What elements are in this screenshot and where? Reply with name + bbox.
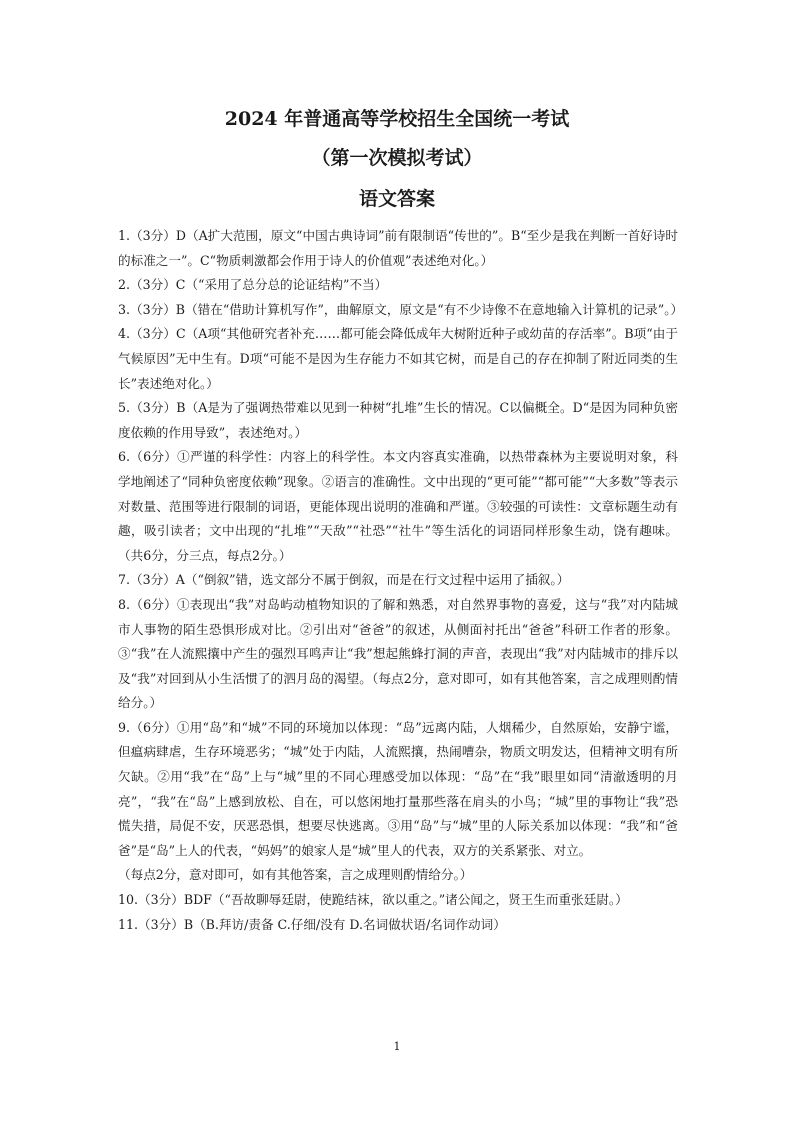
answer-1: 1.（3分）D（A扩大范围，原文“中国古典诗词”前有限制语“传世的”。B“至少是我在判断一首好诗时的标准之一”。C“物质刺激都会作用于诗人的价值观”表述绝对化。） [118, 228, 678, 268]
answer-title: 语文答案 [358, 188, 435, 210]
answer-3: 3.（3分）B（错在“借助计算机写作”，曲解原文，原文是“有不少诗像不在意地输入计算机的记录”。） [118, 301, 684, 317]
answer-9-scoring-note: （每点2分，意对即可，如有其他答案，言之成理则酌情给分。） [118, 867, 473, 883]
answer-7: 7.（3分）A（“倒叙”错，选文部分不属于倒叙，而是在行文过程中运用了插叙。） [118, 572, 570, 588]
answer-5: 5.（3分）B（A是为了强调热带难以见到一种树“扎堆”生长的情况。C以偏概全。D“是因为同种负密度依赖的作用导致”，表述绝对。） [118, 400, 678, 440]
answer-9: 9.（6分）①用“岛”和“城”不同的环境加以体现：“岛”远离内陆，人烟稀少，自然原始，安静宁谧，但瘟病肆虐，生存环境恶劣；“城”处于内陆，人流熙攘，热闹嘈杂，物质文明发达，但精神文明有所欠缺。②用“我”在“岛”上与“城”里的不同心理感受加以体现：“岛”在“我”眼里如同“清澈透明的月亮”，“我”在“岛”上感到放松、自在，可以悠闲地打量那些落在肩头的小鸟；“城”里的事物让“我”恐慌失措，局促不安，厌恶恐惧，想要尽快逃离。③用“岛”与“城”里的人际关系加以体现：“我”和“爸爸”是“岛”上人的代表，“妈妈”的娘家人是“城”里人的代表，双方的关系紧张、对立。 [118, 719, 678, 858]
answer-10: 10.（3分）BDF（“吾故聊辱廷尉，使跪结袜，欲以重之。”诸公闻之，贤王生而重张廷尉。） [118, 892, 628, 908]
answer-list [118, 224, 684, 937]
exam-title: 2024 年普通高等学校招生全国统一考试 [224, 108, 570, 130]
answer-2: 2.（3分）C（“采用了总分总的论证结构”不当） [118, 277, 388, 293]
answer-11: 11.（3分）B（B.拜访/责备 C.仔细/没有 D.名词做状语/名词作动词） [118, 916, 506, 932]
page-number: 1 [393, 1040, 401, 1053]
exam-subtitle: （第一次模拟考试） [311, 147, 483, 169]
answer-6: 6.（6分）①严谨的科学性：内容上的科学性。本文内容真实准确，以热带森林为主要说明对象，科学地阐述了“同种负密度依赖”现象。②语言的准确性。文中出现的“更可能”“都可能”“大多数”等表示对数量、范围等进行限制的词语，更能体现出说明的准确和严谨。③较强的可读性：文章标题生动有趣，吸引读者；文中出现的“扎堆”“天敌”“社恐”“社牛”等生活化的词语同样形象生动，饶有趣味。（共6分，分三点，每点2分。） [118, 449, 678, 563]
answer-8: 8.（6分）①表现出“我”对岛屿动植物知识的了解和熟悉，对自然界事物的喜爱，这与“我”对内陆城市人事物的陌生恐惧形成对比。②引出对“爸爸”的叙述，从侧面衬托出“爸爸”科研工作者的形象。③“我”在人流熙攘中产生的强烈耳鸣声让“我”想起熊蜂打洞的声音，表现出“我”对内陆城市的排斥以及“我”对回到从小生活惯了的泗月岛的渴望。（每点2分，意对即可，如有其他答案，言之成理则酌情给分。） [118, 596, 678, 711]
answer-4: 4.（3分）C（A项“其他研究者补充……都可能会降低成年大树附近种子或幼苗的存活率”。B项“由于气候原因”无中生有。D项“可能不是因为生存能力不如其它树，而是自己的存在抑制了附近同类的生长”表述绝对化。） [118, 326, 678, 391]
